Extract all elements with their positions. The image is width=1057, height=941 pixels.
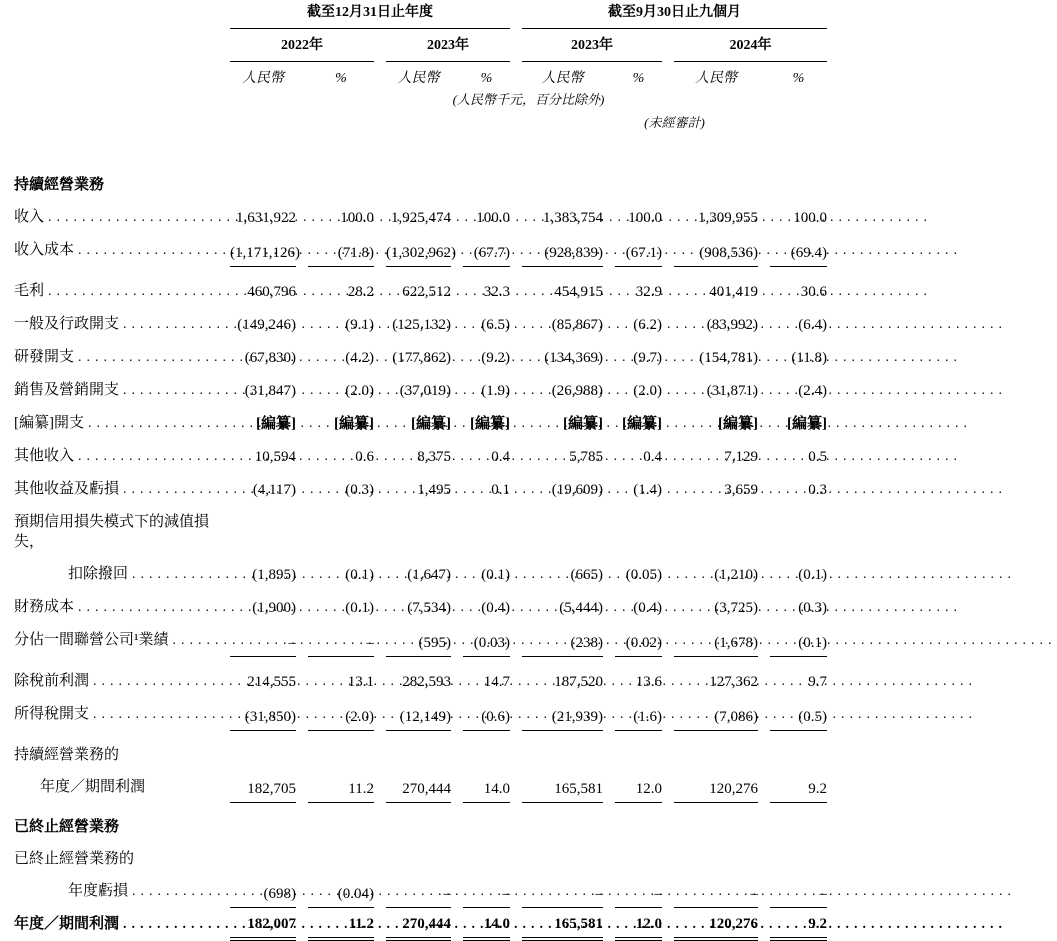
unit-header: 人民幣	[397, 71, 440, 86]
unit-header: %	[335, 71, 347, 86]
table-row	[12, 267, 827, 308]
table-row	[12, 908, 827, 941]
row-label-text: 銷售及營銷開支	[14, 382, 120, 398]
row-label-text: 其他收益及虧損	[14, 481, 120, 497]
unit-header: 人民幣	[695, 71, 737, 86]
cell-value: 0.4	[491, 449, 510, 465]
cell-value: 14.0	[463, 771, 510, 803]
row-label-text: 除稅前利潤	[14, 673, 90, 689]
row-label: 預期信用損失模式下的減值損失，	[14, 514, 210, 550]
cell-value: 182,007	[230, 908, 296, 941]
cell-value: 13.6	[635, 674, 662, 690]
cell-value: 100.0	[793, 210, 827, 226]
row-label	[12, 698, 218, 731]
table-row-section	[12, 135, 827, 201]
cell-value: (4,117)	[252, 482, 296, 498]
row-label	[12, 875, 218, 908]
dot-leader	[89, 672, 977, 692]
unaudited-note: (未經審計)	[644, 115, 705, 130]
cell-value: 14.0	[463, 908, 510, 941]
year-header-2024-9m: 2024年	[674, 29, 827, 62]
cell-value: 0.4	[643, 449, 662, 465]
cell-value: 270,444	[386, 771, 451, 803]
cell-value: –	[674, 875, 758, 908]
table-row	[12, 698, 827, 731]
cell-value: (2.0)	[345, 383, 374, 399]
cell-value: 9.2	[770, 771, 827, 803]
cell-value: (31,871)	[706, 383, 758, 399]
dot-leader	[74, 348, 962, 368]
cell-value: 282,593	[402, 674, 451, 690]
table-row	[12, 234, 827, 267]
row-label	[12, 407, 218, 440]
empty-cell	[230, 135, 827, 201]
row-label: 持續經營業務的	[14, 747, 120, 763]
cell-value: (2.0)	[633, 383, 662, 399]
cell-value: (698)	[230, 875, 296, 908]
cell-value: [編纂]	[470, 416, 510, 432]
cell-value: 100.0	[340, 210, 374, 226]
cell-value: (9.7)	[633, 350, 662, 366]
period-group-row	[12, 0, 827, 29]
cell-value: 10,594	[254, 449, 296, 465]
empty-cell	[230, 843, 827, 875]
unaudited-note-row	[12, 111, 827, 135]
dot-leader	[89, 705, 977, 725]
cell-value: –	[522, 875, 603, 908]
row-label	[12, 201, 218, 234]
cell-value: [編纂]	[256, 416, 296, 432]
header-spacer	[12, 0, 218, 29]
cell-value: –	[463, 875, 510, 908]
cell-value: (37,019)	[399, 383, 451, 399]
row-label	[12, 234, 218, 267]
cell-value: –	[230, 624, 296, 657]
cell-value: (1,171,126)	[230, 234, 296, 267]
table-row	[12, 591, 827, 624]
cell-value: [編纂]	[622, 416, 662, 432]
cell-value: 1,495	[417, 482, 451, 498]
cell-value: –	[770, 875, 827, 908]
row-label	[12, 374, 218, 407]
cell-value: 30.6	[800, 284, 827, 300]
table-row	[12, 657, 827, 698]
row-label-text: [編纂]開支	[14, 415, 84, 431]
table-row	[12, 374, 827, 407]
cell-value: 12.0	[615, 771, 662, 803]
cell-value: (149,246)	[237, 317, 296, 333]
cell-value: 1,631,922	[236, 210, 296, 226]
year-header-2023-9m: 2023年	[522, 29, 662, 62]
cell-value: (0.1)	[345, 600, 374, 616]
cell-value: 454,915	[554, 284, 603, 300]
cell-value: 120,276	[674, 771, 758, 803]
cell-value: (0.5)	[770, 698, 827, 731]
cell-value: (1,678)	[674, 624, 758, 657]
cell-value: 12.0	[615, 908, 662, 941]
row-label	[12, 558, 218, 591]
cell-value: 0.5	[808, 449, 827, 465]
table-row	[12, 308, 827, 341]
cell-value: 1,925,474	[391, 210, 451, 226]
cell-value: 11.2	[308, 908, 374, 941]
table-row-section	[12, 803, 827, 843]
cell-value: –	[615, 875, 662, 908]
unit-header: 人民幣	[541, 71, 584, 86]
row-label-text: 分佔一間聯營公司¹業績	[14, 632, 169, 648]
cell-value: (125,132)	[392, 317, 451, 333]
cell-value: (2.0)	[308, 698, 374, 731]
cell-value: 182,705	[230, 771, 296, 803]
row-label-text: 所得稅開支	[14, 706, 90, 722]
row-label: 已終止經營業務	[14, 819, 120, 835]
cell-value: (9.2)	[481, 350, 510, 366]
cell-value: (0.04)	[308, 875, 374, 908]
header-spacer	[12, 29, 218, 62]
unit-row	[12, 62, 827, 90]
row-label	[12, 473, 218, 506]
period-group-nine-months: 截至9月30日止九個月	[522, 0, 827, 29]
cell-value: 32.3	[483, 284, 510, 300]
cell-value: 11.2	[308, 771, 374, 803]
cell-value: (154,781)	[699, 350, 758, 366]
cell-value: (595)	[386, 624, 451, 657]
cell-value: –	[308, 624, 374, 657]
cell-value: (6.5)	[481, 317, 510, 333]
cell-value: (31,850)	[230, 698, 296, 731]
table-header	[12, 0, 827, 135]
row-label	[12, 267, 218, 308]
cell-value: (0.4)	[481, 600, 510, 616]
cell-value: 187,520	[554, 674, 603, 690]
row-label	[12, 591, 218, 624]
table-row	[12, 771, 827, 803]
cell-value: 165,581	[522, 771, 603, 803]
row-label-text: 一般及行政開支	[14, 316, 120, 332]
cell-value: 7,129	[724, 449, 758, 465]
cell-value: (71.8)	[308, 234, 374, 267]
row-label-text: 年度虧損	[68, 883, 129, 899]
row-label	[12, 440, 218, 473]
cell-value: (0.03)	[463, 624, 510, 657]
period-group-annual: 截至12月31日止年度	[230, 0, 510, 29]
table-row-wrap	[12, 506, 827, 558]
cell-value: (3,725)	[714, 600, 758, 616]
row-label: 持續經營業務	[14, 177, 105, 193]
cell-value: (6.4)	[798, 317, 827, 333]
cell-value: 100.0	[476, 210, 510, 226]
empty-cell	[230, 731, 827, 771]
cell-value: 0.6	[355, 449, 374, 465]
table-row	[12, 624, 827, 657]
cell-value: (4.2)	[345, 350, 374, 366]
cell-value: 9.7	[808, 674, 827, 690]
cell-value: 1,309,955	[698, 210, 758, 226]
cell-value: (67,830)	[244, 350, 296, 366]
unit-header: 人民幣	[242, 71, 284, 86]
cell-value: (0.1)	[481, 567, 510, 583]
cell-value: 28.2	[347, 284, 374, 300]
row-label-text: 其他收入	[14, 448, 75, 464]
cell-value: 100.0	[628, 210, 662, 226]
table-row-wrap	[12, 731, 827, 771]
cell-value: (134,369)	[544, 350, 603, 366]
unit-header: %	[792, 71, 805, 86]
cell-value: (1,895)	[252, 567, 296, 583]
cell-value: 214,555	[247, 674, 296, 690]
cell-value: 8,375	[417, 449, 451, 465]
cell-value: (0.4)	[633, 600, 662, 616]
cell-value: (0.6)	[463, 698, 510, 731]
row-label: 已終止經營業務的	[14, 851, 135, 867]
row-label	[12, 341, 218, 374]
row-label-text: 毛利	[14, 283, 45, 299]
cell-value: (1,900)	[252, 600, 296, 616]
units-note: (人民幣千元，百分比除外)	[452, 92, 605, 107]
table-body	[12, 135, 827, 941]
cell-value: 0.1	[491, 482, 510, 498]
cell-value: 5,785	[569, 449, 603, 465]
cell-value: 622,512	[402, 284, 451, 300]
header-spacer	[12, 62, 218, 90]
cell-value: [編纂]	[334, 416, 374, 432]
empty-cell	[230, 803, 827, 843]
cell-value: 120,276	[674, 908, 758, 941]
cell-value: (67.1)	[615, 234, 662, 267]
cell-value: (26,988)	[551, 383, 603, 399]
cell-value: 3,659	[724, 482, 758, 498]
cell-value: (0.3)	[345, 482, 374, 498]
units-note-row	[12, 90, 827, 111]
cell-value: (5,444)	[559, 600, 603, 616]
dot-leader	[84, 414, 972, 434]
header-spacer	[12, 90, 218, 111]
cell-value: 32.9	[635, 284, 662, 300]
cell-value: (1,210)	[714, 567, 758, 583]
dot-leader	[74, 241, 962, 261]
row-label-text: 扣除撥回	[68, 566, 129, 582]
row-label	[12, 657, 218, 698]
unit-header: %	[480, 71, 493, 86]
cell-value: (21,939)	[522, 698, 603, 731]
cell-value: (31,847)	[244, 383, 296, 399]
cell-value: (2.4)	[798, 383, 827, 399]
row-label: 年度／期間利潤	[40, 779, 146, 795]
cell-value: [編纂]	[563, 416, 603, 432]
cell-value: 270,444	[386, 908, 451, 941]
row-label-text: 研發開支	[14, 349, 75, 365]
year-header-2022: 2022年	[230, 29, 374, 62]
year-row	[12, 29, 827, 62]
row-label	[12, 624, 218, 657]
cell-value: (1,647)	[407, 567, 451, 583]
cell-value: (7,086)	[674, 698, 758, 731]
row-label	[12, 308, 218, 341]
cell-value: (0.02)	[615, 624, 662, 657]
cell-value: (0.05)	[625, 567, 662, 583]
cell-value: (238)	[522, 624, 603, 657]
table-row	[12, 440, 827, 473]
table-row	[12, 407, 827, 440]
row-label-text: 收入	[14, 209, 45, 225]
dot-leader	[169, 631, 1057, 651]
cell-value: (85,867)	[551, 317, 603, 333]
cell-value: (11.8)	[791, 350, 827, 366]
cell-value: –	[386, 875, 451, 908]
dot-leader	[74, 598, 962, 618]
cell-value: 460,796	[247, 284, 296, 300]
table-row	[12, 201, 827, 234]
cell-value: 127,362	[709, 674, 758, 690]
cell-value: (177,862)	[392, 350, 451, 366]
table-row	[12, 875, 827, 908]
cell-value: (7,534)	[407, 600, 451, 616]
header-spacer	[12, 111, 510, 135]
cell-value: (1.9)	[481, 383, 510, 399]
cell-value: (83,992)	[706, 317, 758, 333]
row-label	[12, 908, 218, 941]
cell-value: 0.3	[808, 482, 827, 498]
cell-value: (908,536)	[674, 234, 758, 267]
cell-value: (1.4)	[633, 482, 662, 498]
cell-value: (0.1)	[345, 567, 374, 583]
cell-value: 401,419	[709, 284, 758, 300]
dot-leader	[128, 882, 1016, 902]
cell-value: [編纂]	[787, 416, 827, 432]
table-row	[12, 558, 827, 591]
cell-value: (0.3)	[798, 600, 827, 616]
unit-header: %	[632, 71, 645, 86]
empty-cell	[230, 506, 827, 558]
row-label-text: 財務成本	[14, 599, 75, 615]
cell-value: 14.7	[483, 674, 510, 690]
cell-value: (1.6)	[615, 698, 662, 731]
cell-value: [編纂]	[718, 416, 758, 432]
cell-value: (928,839)	[522, 234, 603, 267]
cell-value: (0.1)	[798, 567, 827, 583]
cell-value: (12,149)	[386, 698, 451, 731]
cell-value: 1,383,754	[543, 210, 603, 226]
cell-value: (0.1)	[770, 624, 827, 657]
cell-value: (6.2)	[633, 317, 662, 333]
cell-value: (9.1)	[345, 317, 374, 333]
year-header-2023: 2023年	[386, 29, 510, 62]
cell-value: [編纂]	[411, 416, 451, 432]
table-row-wrap	[12, 843, 827, 875]
cell-value: 165,581	[522, 908, 603, 941]
cell-value: (69.4)	[770, 234, 827, 267]
table-row	[12, 473, 827, 506]
cell-value: 13.1	[347, 674, 374, 690]
row-label-text: 年度／期間利潤	[14, 916, 120, 932]
table-row	[12, 341, 827, 374]
cell-value: 9.2	[770, 908, 827, 941]
cell-value: (1,302,962)	[386, 234, 451, 267]
dot-leader	[74, 447, 962, 467]
cell-value: (67.7)	[463, 234, 510, 267]
cell-value: (665)	[570, 567, 603, 583]
cell-value: (19,609)	[551, 482, 603, 498]
row-label-text: 收入成本	[14, 242, 75, 258]
